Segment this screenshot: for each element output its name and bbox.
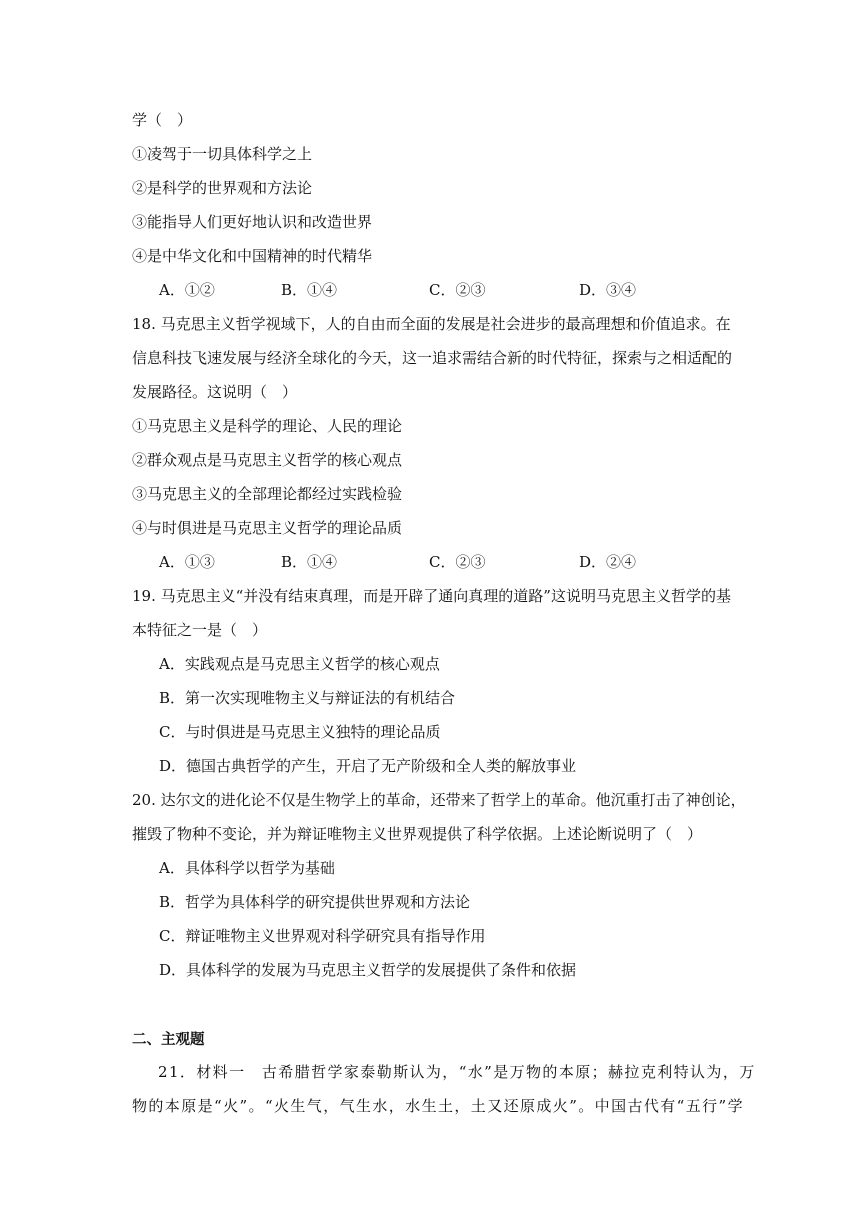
q18-option-d[interactable]: D．②④ — [579, 553, 637, 571]
q18-stem-line-1: 18. 马克思主义哲学视域下，人的自由而全面的发展是社会进步的最高理想和价值追求。在 — [132, 315, 731, 333]
q18-stem-line-2: 信息科技飞速发展与经济全球化的今天，这一追求需结合新的时代特征，探索与之相适配的 — [132, 349, 733, 367]
section-heading: 二、主观题 — [132, 1032, 205, 1048]
q17-statement-4: ④是中华文化和中国精神的时代精华 — [132, 247, 373, 265]
q19-stem-line-1: 19. 马克思主义“并没有结束真理，而是开辟了通向真理的道路”这说明马克思主义哲学的基 — [132, 587, 731, 605]
q18-stem-line-3: 发展路径。这说明（ ） — [132, 383, 298, 401]
q19-option-a[interactable]: A．实践观点是马克思主义哲学的核心观点 — [159, 655, 440, 673]
q17-statement-2: ②是科学的世界观和方法论 — [132, 179, 313, 197]
q17-option-d[interactable]: D．③④ — [579, 281, 637, 299]
q21-line-1: 21．材料一 古希腊哲学家泰勒斯认为，“水”是万物的本原；赫拉克利特认为，万 — [158, 1063, 756, 1081]
q18-option-a[interactable]: A．①③ — [159, 553, 215, 571]
q17-statement-3: ③能指导人们更好地认识和改造世界 — [132, 213, 373, 231]
q21-line-2: 物的本原是“火”。“火生气，气生水，水生土，土又还原成火”。中国古代有“五行”学 — [132, 1097, 745, 1115]
q19-stem-line-2: 本特征之一是（ ） — [132, 621, 268, 639]
q20-option-c[interactable]: C．辩证唯物主义世界观对科学研究具有指导作用 — [159, 927, 486, 945]
q20-stem-line-1: 20. 达尔文的进化论不仅是生物学上的革命，还带来了哲学上的革命。他沉重打击了神创论， — [132, 791, 746, 809]
q18-option-b[interactable]: B．①④ — [281, 553, 338, 571]
q20-option-a[interactable]: A．具体科学以哲学为基础 — [159, 859, 335, 877]
q17-stem-tail: 学（ ） — [132, 111, 193, 129]
q20-stem-line-2: 摧毁了物种不变论，并为辩证唯物主义世界观提供了科学依据。上述论断说明了（ ） — [132, 825, 703, 843]
q18-option-c[interactable]: C．②③ — [429, 553, 486, 571]
q20-option-b[interactable]: B．哲学为具体科学的研究提供世界观和方法论 — [159, 893, 471, 911]
q19-option-c[interactable]: C．与时俱进是马克思主义独特的理论品质 — [159, 723, 441, 741]
q17-option-a[interactable]: A．①② — [159, 281, 215, 299]
q17-statement-1: ①凌驾于一切具体科学之上 — [132, 145, 313, 163]
q18-statement-2: ②群众观点是马克思主义哲学的核心观点 — [132, 451, 403, 469]
q19-option-d[interactable]: D．德国古典哲学的产生，开启了无产阶级和全人类的解放事业 — [159, 757, 577, 775]
q18-statement-1: ①马克思主义是科学的理论、人民的理论 — [132, 417, 403, 435]
q20-option-d[interactable]: D．具体科学的发展为马克思主义哲学的发展提供了条件和依据 — [159, 961, 577, 979]
q19-option-b[interactable]: B．第一次实现唯物主义与辩证法的有机结合 — [159, 689, 456, 707]
q17-option-b[interactable]: B．①④ — [281, 281, 338, 299]
q18-statement-4: ④与时俱进是马克思主义哲学的理论品质 — [132, 519, 403, 537]
q17-option-c[interactable]: C．②③ — [429, 281, 486, 299]
q18-statement-3: ③马克思主义的全部理论都经过实践检验 — [132, 485, 403, 503]
